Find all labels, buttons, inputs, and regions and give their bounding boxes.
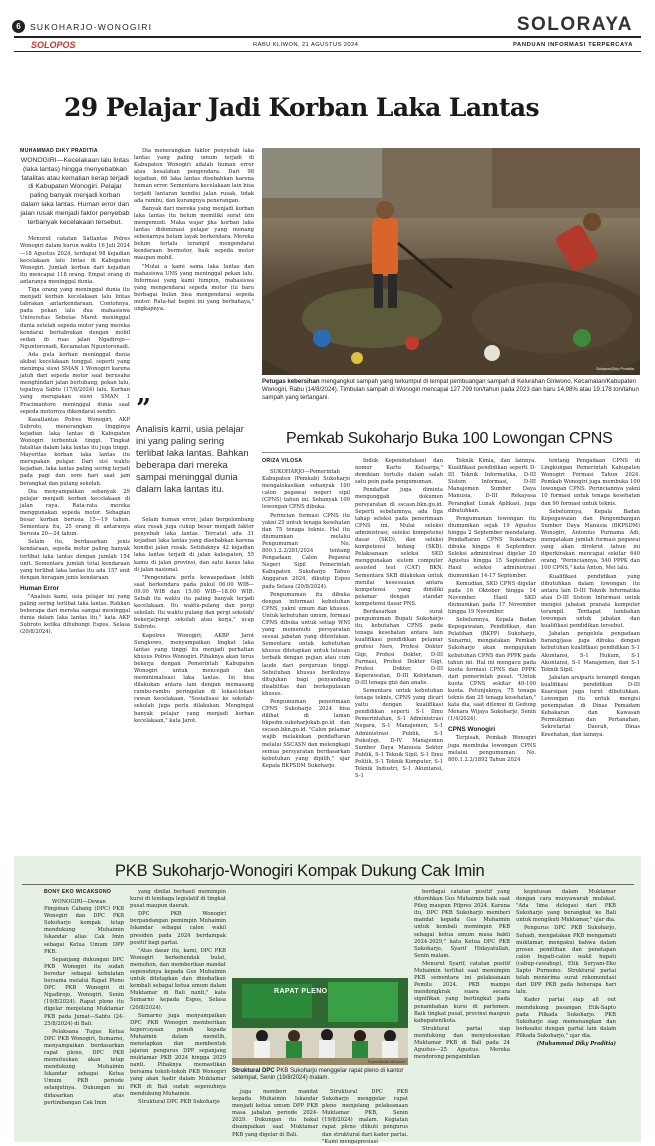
- story2-column-3: [448, 458, 536, 765]
- story1-photo-caption: Petugas kebersihan mengangkut sampah yang terkumpul di tempat pembuangan sampah di Kelurahan Giriwono, Kecamatan/Kabupaten Wonogiri, Rabu (14/8/2024). Timbulan sampah di Wonogiri mencapai 127.799 ton/tahun pada 2023 dan baru 14,98% atau 19.178 ton/tahun sampah yang tertangani.: [262, 378, 639, 401]
- story3-body-col4: berdagai catatan positif yang ditorehkan Gus Muhaimin baik saat Pileg maupun Pilpres 2024. Karena itu, DPC PKB Sukoharjo memberi mandat kepada Gus Muhaimin untuk kembali memimpin PKB sebagai ketua umum masa bakti 2024-2029," kata Ketua DPC PKB Sukoharjo, Syarif Hidayatullah, Senin malam. Menurut Syarif, catatan positif Muhaimin terlihat saat memimpin PKB sementara ini pelaksanaan Pemilu 2024. PKB mampu mendongkrak suara secara signifikan yang bertingkat pada penambahan kursi di parlemen. Baik tingkat pusat, provinsi maupun kabupaten/kota. Struktural partai siap mendukung dan menyukseskan Muktamar PKB di Bali pada 24 Agustus—25 Agustus. Mereka mendorong pengambilan: [414, 889, 510, 1061]
- story3-column-5: [516, 889, 616, 1047]
- story3-photo-caption: Struktural DPC PKB Sukoharjo menggelar rapat pleno di kantor setempat, Senin (19/8/2024) malam.: [232, 1068, 404, 1082]
- story3-body-col5: keputusan dalam Muktamar dengan cara musyawarah mufakat. "Ada lima delegasi dari PKB Sukoharjo yang berangkat ke Bali untuk mengikuti Muktamar," ujar dia. Pengurus DPC PKB Sukoharjo, Suhadi, mengatakan PKB mengamati muktamar, mengakui bahwa dalam proses pemilihan dan penetapan calon bupati-calon wakil bupati (cabup-cawabup), Etik Suryani-Eko Sapto Purnomo. Struktural partai telah menerima surat rekomendasi dari DPP PKB pada beberapa hari lalu. Kader partai siap all out memdukung pasangan Etik-Sapto pada Pilkada Sukoharjo. PKB Sukoharjo siap memenangkan dan berkoalisi dengan partai lain dalam Pilkada Sukoharjo," ujar dia.: [516, 889, 616, 1039]
- story2-byline: ORIZA VILOSA: [262, 458, 303, 464]
- waste-workers-photo: [262, 148, 640, 375]
- story3-headline: PKB Sukoharjo-Wonogiri Kompak Dukung Cak Imin: [115, 862, 485, 880]
- story3-column-1: [44, 889, 124, 1108]
- story3-column-3: [322, 1089, 408, 1146]
- photo-credit: Solopos/Diky Praditia: [595, 366, 634, 371]
- story3-body-col2b: juga memberi mandat kepada Muhaimin Iskandar menjadi ketua umum DPP PKB masa jabatan periode 2024-2029. Dukungan itu bakal disampaikan saat Muktamar PKB yang digelar di Bali.: [232, 1089, 318, 1138]
- section-label: SUKOHARJO-WONOGIRI: [30, 22, 153, 32]
- meeting-photo-credit: Espos/Maulia Masbuan: [367, 1060, 405, 1064]
- story1-column-2: [134, 148, 254, 314]
- story3-body-col1: WONOGIRI—Dewan Pimpinan Cabang (DPC) PKB Wonogiri dan DPC PKB Sukoharjo kompak tetap mendukung Muhaimin Iskandar alias Cak Imin sebagai Ketua Umum DPP PKB. Sepanjang dukungan DPC PKB Wonogiri itu sudah beredar sebagai kebulatan bersama melalui Rapat Pleno DPC PKB Wonogiri di Ngadirojo, Wonogiri, Senin (19/8/2024). Rapat pleno itu digelar menjelang Muktamar PKB pada Jumat—Sabtu (24-25/8/2024) di Bali. Pelaksana Tugas Ketua DPC PKB Wonogiri, Sumarno, menyampaikan berdasarkan rapat pleno, DPC PKB memutuskan akan tetap mendukung Muhaimin Iskandar sebagai Ketua Umum PKB periode selanjutnya. Dukungan ini didasarkan atas pertimbangan Cak Imin: [44, 899, 124, 1106]
- meeting-banner: RAPAT PLENO: [274, 988, 328, 995]
- story1-body-col1: Menurut catatan Satlantas Polres Wonogiri dalam kurun waktu 16 Juli 2024—18 Agustus 2024, terdapat 98 kejadian kecelakaan lalu lintas di Kabupaten Wonogiri. Jumlah korban dari kejadian itu mencapai 118 orang. Empat orang di antaranya meninggal dunia. Tiga orang yang meninggal dunia itu menjadi korban kecelakaan lalu lintas tabrakan antarkendaraan. Contohnya, pada pekan lalu dua mahasiswa Universitas Sebelas Maret meninggal dunia setelah sepeda motor yang mereka kendarai bertabrakan dengan mobil sedan di ruas jalan Ngadirojo—Nguntoronadi, Kecamatan Nguntoronadi. Ada pula korban meninggal dunia akibat kecelakaan tunggal, seperti yang menimpa siswi SMAN 1 Wonogiri karena jatuh dari sepeda motor saat berusaha menghindari jalan berlubang, pekan lalu, tepatnya Sabtu (17/8/2024) lalu. Korban yang merupakan siswi SMAN 1 Pracimantoro meninggal dunia saat sepeda motornya dikendarai sendiri. Kasatlantas Polres Wonogiri, AKP Subroto, menerangkan tingginya kejadian laka lantas di Kabupaten Wonogiri terbentuk tinggi. Tingkat fatalitas dalam laka lantas itu juga tinggi. Mayoritas korban laka lantas itu merupakan pelajar. Dari sisi waktu kejadian, laka lantas paling sering terjadi pada pagi dan sore hari saat jam berangkat dan pulang sekolah. Dia menyampaikan sebanyak 29 pelajar menjadi korban kecelakaan di jalan raya. Rata-rata mereka menggunakan sepeda motor. Sebagian besar korban berusia 15—19 tahun. Sementara itu, 25 orang di antaranya berusia 20—24 tahun. Selain itu, berdasarkan jenis kendaraan, sepeda motor paling banyak terlibat laka lantas dengan jumlah 154 unit. Sementara jumlah total kendaraan yang terlibat laka lantas itu ada 157 unit dengan beragam jenis kendaraan.: [20, 236, 130, 581]
- story3-rule: [22, 884, 634, 885]
- story1-lead: WONOGIRI—Kecelakaan lalu lintas (laka lantas) hingga menyebabkan fatalitas atau kematian kerap terjadi di Kabupaten Wonogiri. Pelajar paling banyak menjadi korban dalam laka lantas. Human error dan jalan rusak menjadi faktor penyebab terbanyak kecelakaan tersebut.: [20, 157, 130, 226]
- story2-column-4: [541, 458, 640, 740]
- story2-headline: Pemkab Sukoharjo Buka 100 Lowongan CPNS: [286, 430, 613, 447]
- story1-body-col2: Dia menerangkan faktor penyebab laka lantas yang paling umum terjadi di Kabupaten Wonogiri adalah human error atau kesalahan pengendara. Dari 98 kejadian, 66 laka lantas disebabkan karena human error. Sementara kecelakaan lain bisa terjadi lantaran kondisi jalan rusak, tidak ada rambu, dan kurangnya penerangan. Banyak dari mereka yang menjadi korban laka lantas itu belum memiliki surat izin mengemudi. Maka wajar jika korban laka lantas didominasi pelajar yang menang sebenarnya belum layak berkendara. Mereka belum terlalu terampil mengendarai kendaraan bermotor, baik sepeda motor maupun mobil. "Mulai a kami sama laka lantas dan mahasiswa UNS yang meninggal pekan lalu. Informasi yang kami himpun, mahasiswa yang mengendarai sepeda motor itu baru berbagai bulan bisa mengendarai sepeda motor. Rata-hal begini ini yang berbahaya," ungkapnya.: [134, 148, 254, 313]
- story2-body-col4: tentang Pengadaan CPNS di Lingkungan Pemerintah Kabupaten Wonogiri Formasi Tahun 2024. Pemkab Wonogiri juga membuka 100 lowongan CPNS. Perinciannya yakni 10 formasi untuk tenaga kesehatan dan 90 formasi untuk teknis. Sebelumnya, Kepala Badan Kepegawaian dan Pengembangan Sumber Daya Manusia (BKPSDM) Wonogiri, Antonius Purnama Adi, mengatakan jumlah formasi pegawai yang akan direkrut tahun ini diperkirakan mencapai sekitar 640 orang. "Perinciannya, 540 PPPK dan 100 CPNS," kata Anton, Mei lalu. Kualifikasi pendidikan yang dibutuhkan dalam lowongan itu antara lain D-III Teknik Informatika atau D-III Sistem Informasi untuk mengisi jabatan pranata komputer terampil. Terdapat tambahan lowongan untuk jabatan dan kualifikasi pendidikan tersebut. Jabatan pengelola pengadaan barang/jasa juga dibuka dengan kebutuhan kualifikasi pendidikan S-1 Akuntansi, S-1 Hukum, S-1 Akuntansi, S-1 Manajemen, dan S-1 Teknik Sipil. Jabatan arsiparis terampil dengan kualifikasi pendidikan D-III Kearsipan juga turut dibutuhkan. Lowongan itu untuk mengisi penempatan di Dinas Pemadam Kebakaran dan Kawasan Permukiman dan Pertanahan, Sekretariat Daerah, Dinas Kesehatan, dan lainnya.: [541, 458, 640, 738]
- story1-column-2b: [134, 517, 254, 726]
- story1-subhead: Human Error: [20, 584, 60, 592]
- story3-column-4: [414, 889, 510, 1062]
- brand-logo: SOLOPOS: [31, 40, 76, 50]
- pkb-meeting-photo: [232, 978, 408, 1065]
- story1-byline: MUHAMMAD DIKY PRADITIA: [20, 148, 98, 154]
- story1-pull-quote: Analisis kami, usia pelajar ini yang paling sering terlibat laka lantas. Bahkan beberapa dari mereka sampai meninggal dunia dalam laka lantas itu.: [136, 423, 249, 494]
- story1-body-col1b: "Analisis kami, usia pelajar ini yang paling sering terlibat laka lantas. Rahkan beberapa dari mereka sampai meninggal dunia dalam laka lantas itu," kata AKP Subroto ketika dihubungi Espos, Selasa (20/8/2024).: [20, 593, 130, 636]
- story3-column-2b: [232, 1089, 318, 1140]
- story3-column-2: [130, 889, 226, 1107]
- brand-title: SOLORAYA: [516, 14, 633, 35]
- tagline: PANDUAN INFORMASI TERPERCAYA: [513, 42, 633, 48]
- story2-column-2: [355, 458, 443, 781]
- story2-body-col2: Induk Kependudukan) dan nomor Kartu Keluarga," demikian tertulis dalam salah satu poin pada pengumuman. Pendaftar juga diminta mengunggah dokumen persyaratan di sscasn.bkn.go.id. Seperti sebelumnya, ada tiga tahap seleksi pada penerimaan CPNS ini. Mulai seleksi administrasi, seleksi kompetensi dasar (SKD), dan seleksi kompetensi bidang (SKB). Pelaksanaan seleksi SKD menggunakan sistem computer assisted test (CAT) BKN. Sementara SKB dilakukan untuk menilai kesesuaian antara kompetensi yang dimiliki pelamar dengan standar kompetensi dasar PNS. Berdasarkan surat pengumuman Bupati Sukoharjo itu, kebutuhan CPNS pada tenaga kesehatan antara lain kualifikasi pendidikan pelamar profesi Ners, Profesi Dokter Gigi, Profesi Dokter, D-III Farmasi, Profesi Dokter Gigi, Profesi Dokter, D-III Keperawatan, D-III Kebidanan, D-III tenaga gizi dan analis. Sementara untuk kebutuhan tenaga teknis, CPNS yang dicari yaitu dengan kualifikasi pendidikan seperti S-1 Ilmu Pemerintahan, S-1 Administrasi Negara, S-1 Manajemen, S-1 Administrasi Publik, S-1 Psikologi, D-IV Manajemen Sumber Daya Manusia Sektor Publik, S-1 Teknik Sipil, S-1 Ilmu Politik, S-1 Teknik Komputer, S-1 Teknik Industri, S-1 Akuntansi, S-1: [355, 458, 443, 780]
- story3-body-col3: Struktural DPC PKB Sukoharjo menggelar rapat pleno menjelang pelaksanaan Muktamar PKB, Senin (19/8/2024) malam. Kegiatan rapat pleno diikuti pengurus dan struktural dari kader partai. "Kami mengapresiasi: [322, 1089, 408, 1145]
- story2-body-col3: Teknik Kimia, dan lainnya. Kualifikasi pendidikan seperti D-III Teknik Informatika, D-III Sistem Informasi, D-III Manajemen Sumber Daya Manusia, D-III Rekayasa Perangkat Lunak Aplikasi, juga dibutuhkan. Pengumuman lowongan itu diumumkan sejak 19 Agustus hingga 2 September mendatang. Pendaftaran CPNS Sukoharjo dibuka hingga 6 September. Seleksi administrasi digelar 20 Agustus hingga 15 September. Hasil seleksi administrasi diumumkan 14-17 September. Kemudian, SKD CPNS digelar pada 16 Oktober hingga 14 November. Hasil SKD diumumkan pada 17 November hingga 19 November. Sebelumnya, Kepala Badan Kepegawaian, Pendidikan, dan Pelatihan (BKPP) Sukoharjo, Sunarmi, mengatakan Pemkab Sukoharjo akan mengajukan kebutuhan CPNS dan PPPK pada tahun ini. Hal ini mengacu pada kuota formasi CPNS dan PPPK dari pemerintah pusat. "Untuk kuota CPNS sekitar 40-100 kuota. Petunjuknya, 75 tenaga teknis dan 25 tenaga kesehatan," kata dia, saat ditemui di Gedung Menara Wijaya Sukoharjo, Senin (1/4/2024).: [448, 458, 536, 723]
- issue-date: RABU KLIWON, 21 AGUSTUS 2024: [253, 42, 359, 48]
- story2-subhead: CPNS Wonogiri: [448, 726, 496, 734]
- masthead-rule-thin: [14, 51, 641, 52]
- story1-headline: 29 Pelajar Jadi Korban Laka Lantas: [64, 93, 540, 122]
- story3-byline: BONY EKO WICAKSONO: [44, 889, 112, 895]
- story3-signoff: (Muhammad Diky Praditia): [536, 1040, 616, 1047]
- story2-rule: [262, 452, 640, 453]
- story2-column-1: [262, 458, 350, 771]
- photo-illustration: [262, 148, 640, 375]
- story1-body-col2b: Selain human error, jalan bergelombang atau rusak juga cukup besar menjadi faktor penyebab laka lantas. Tercatat ada 31 kejadian laka lantas yang disebabkan karena kondisi jalan rusak. Setidaknya 42 kejadian laka lantas terjadi di jalan kabupaten, 55 kamu di jalan provinsi, dan satu kasus laka di jalan nasional. "Pengendara perlu kewaspadaan lebih saat berkendara pada pukul 06.00 WIB—09.00 WIB dan 15.00 WIB—18.00 WIB. Sebab itu waktu itu paling banyak terjadi kecelakaan. Itu waktu-pulang dan pergi sekolah. Itu waktu pulang dan pergi sekolah/ bekerja/pergi sekolah atau kerja," ucap Subroto. Kapolres Wonogiri, AKBP Jarot Sungkowo, menyampaikan lingkat laka lantas yang tinggi itu menjadi perhatian khusus Polres Wonogiri. Pihaknya akan terus bekerja dengan Pemerintah Kabupaten Wonogiri untuk mencegah dan meminimalisasi laka lantas. Isi bisa dilakukan antara lain dengan memasang rambu-rambu peringatan di lokasi-lokasi rawan kecelakaan. "Sosialisasi ke sekolah-sekolah juga perlu dilakukan. Mengingat banyak pelajar yang menjadi korban kecelakaan," kata Jarot.: [134, 517, 254, 724]
- masthead-rule: [14, 36, 641, 38]
- story1-column-1: [20, 148, 130, 637]
- page-number-badge: 6: [12, 20, 25, 33]
- story2-body-col3b: Terpisah, Pemkab Wonogiri juga membuka lowongan CPNS melalui pengumuman No. 800.1.2.2/1892 Tahun 2024: [448, 735, 536, 763]
- story2-body-col1: SUKOHARJO—Pemerintah Kabupaten (Pemkab) Sukoharjo mengalokasikan sebanyak 100 calon pegawai negeri sipil (CPNS) tahun ini. Sebanyak 100 lowongan CPNS dibuka. Perincian formasi CPNS itu yakni 25 untuk tenaga kesehatan dan 75 tenaga teknis. Hal itu diumumkan melalui Pengumuman No. 800.1.2.2/281/2024 tentang Pengadaan Calon Pegawai Negeri Sipil Pemerintah Kabupaten Sukoharjo Tahun Anggaran 2024, dikutip Espos pada Selasa (20/8/2024). Pengumuman itu dibuka dengan informasi kebutuhan CPNS, yakni umum dan khusus. Untuk kebutuhan umum, formasi CPNS dibuka untuk setiap WNI yang memenuhi persyaratan sesuai jabatan yang ditentukan. Sementara untuk kebutuhan khusus ditetapkan untuk lulusan terbaik dengan pujian atau cum laude dari perguruan tinggi. Sebutuhan khusus berikutnya ditujukan bagi penyandang disabilitas dan berkepulauan khusus. Pengumuman penerimaan CPNS Sukoharjo 2024 bisa dilihat di laman bkpsdm.sukoharjokab.go.id dan sscasn.bkn.go.id. "Calon pelamar wajib melakukan pendaftaran melalui SSCASN dan melengkapi semua persyaratan berdasarkan kebutuhan yang dipilih," ujar Kepala BKPSDM Sukoharjo.: [262, 469, 350, 769]
- quote-mark-icon: ”: [136, 394, 151, 424]
- story3-body-col2: yang dinilai berhasil memimpin kursi di lembaga legislatif di tingkat pusat maupun daerah. DPC PKB Wonogiri berpandangan pemimpin Muhaimin Iskandar sebagai calon wakil presiden pada 2024 berdampak positif bagi partai. "Atas dasar itu, kami, DPC PKB Wonogiri berkehendak bulat, memohon, dan memberikan mandat sepenuhnya kepada Gus Muhaimin untuk ditetapkan dan dinobatkan kembali sebagai ketua umum dalam Muktamar di Bali nanti," kata Sumarno kepada Espos, Selasa (20/8/2024). Sumarno juga menyampaikan DPC PKB Wonogiri memberikan kepercayaan penuh kepada Muhaimin dalam memilih, menetapkan dan membentuk jajaran pengurus DPP sepanjang muktamar PKB 2024 hingga 2029 nanti. Pihaknya memastikan bersama tokoh-tokoh PKB Wonogiri yang akan hadir dalam Muktamar PKB di Bali sudah sepenuhnya mendukung Muhaimin. Struktural DPC PKB Sukoharjo: [130, 889, 226, 1105]
